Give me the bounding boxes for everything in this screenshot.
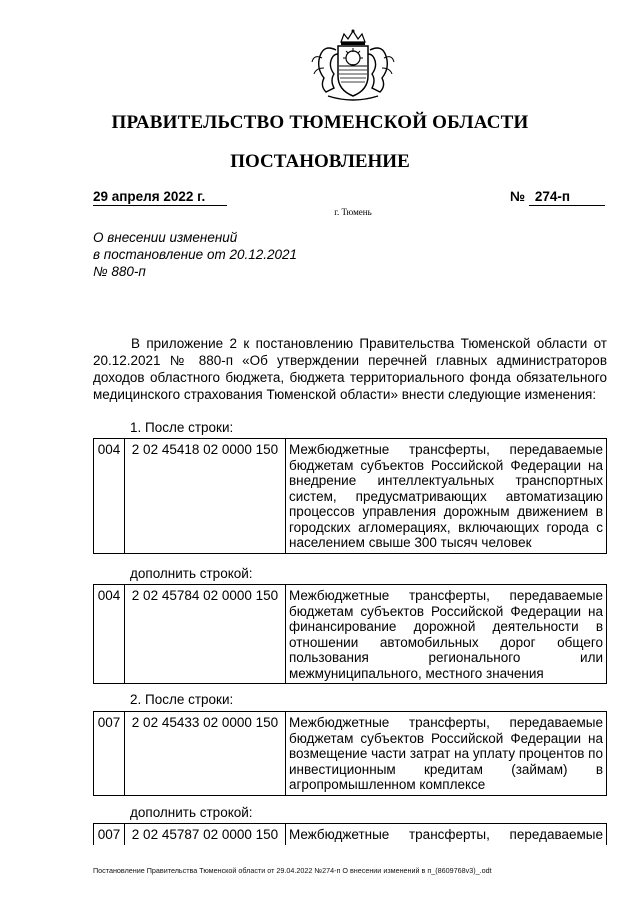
income-name-cell: Межбюджетные трансферты, передаваемые бюджетам субъектов Российской Федерации на финансирование дорожной деятельности в отношении автомобильных дорог общего пользования регионального или межмуниципального, местного значения bbox=[286, 585, 607, 684]
item-label: дополнить строкой: bbox=[130, 805, 253, 820]
admin-code-cell: 007 bbox=[94, 824, 125, 845]
kbk-code-cell: 2 02 45433 02 0000 150 bbox=[125, 712, 286, 796]
admin-code-cell: 004 bbox=[94, 439, 125, 554]
city-label: г. Тюмень bbox=[334, 207, 372, 217]
kbk-code-cell: 2 02 45784 02 0000 150 bbox=[125, 585, 286, 684]
subject-line: в постановление от 20.12.2021 bbox=[93, 247, 298, 262]
page-footer: Постановление Правительства Тюменской области от 29.04.2022 №274-п О внесении изменений в п_(8609768v3)_.odt bbox=[93, 866, 492, 875]
kbk-code-cell: 2 02 45418 02 0000 150 bbox=[125, 439, 286, 554]
number-sign: № bbox=[510, 189, 526, 204]
government-title: ПРАВИТЕЛЬСТВО ТЮМЕНСКОЙ ОБЛАСТИ bbox=[111, 112, 529, 133]
subject-line: О внесении изменений bbox=[93, 230, 238, 245]
income-name-cell: Межбюджетные трансферты, передаваемые бюджетам субъектов Российской Федерации на возмещение части затрат на уплату процентов по инвестиционным кредитам (займам) в агропромышленном комплексе bbox=[286, 712, 607, 796]
decree-subject bbox=[93, 229, 297, 280]
income-name-cell: Межбюджетные трансферты, передаваемые бюджетам субъектов Российской Федерации на внедрение интеллектуальных транспортных систем, предусматривающих автоматизацию процессов управления дорожным движением в городских агломерациях, включающих города с населением свыше 300 тысяч человек bbox=[286, 439, 607, 554]
admin-code-cell: 004 bbox=[94, 585, 125, 684]
decree-number bbox=[510, 189, 605, 206]
subject-line: № 880-п bbox=[93, 264, 146, 279]
number-value: 274-п bbox=[529, 189, 605, 206]
budget-table-row bbox=[93, 438, 607, 554]
kbk-code-cell: 2 02 45787 02 0000 150 bbox=[125, 824, 286, 845]
coat-of-arms-emblem bbox=[308, 28, 398, 102]
budget-table-row bbox=[93, 823, 607, 845]
intro-paragraph: В приложение 2 к постановлению Правительства Тюменской области от 20.12.2021 № 880-п «Об утверждении перечней главных администраторов доходов областного бюджета, бюджета территориального фонда обязательного медицинского страхования Тюменской области» внести следующие изменения: bbox=[93, 336, 607, 402]
item-label: 2. После строки: bbox=[130, 692, 234, 707]
item-label: 1. После строки: bbox=[130, 420, 234, 435]
item-label: дополнить строкой: bbox=[130, 566, 253, 581]
budget-table-row bbox=[93, 711, 607, 796]
decree-date: 29 апреля 2022 г. bbox=[93, 189, 227, 206]
income-name-cell: Межбюджетные трансферты, передаваемые bbox=[286, 824, 607, 845]
document-type-title: ПОСТАНОВЛЕНИЕ bbox=[230, 151, 410, 172]
budget-table-row bbox=[93, 584, 607, 684]
admin-code-cell: 007 bbox=[94, 712, 125, 796]
